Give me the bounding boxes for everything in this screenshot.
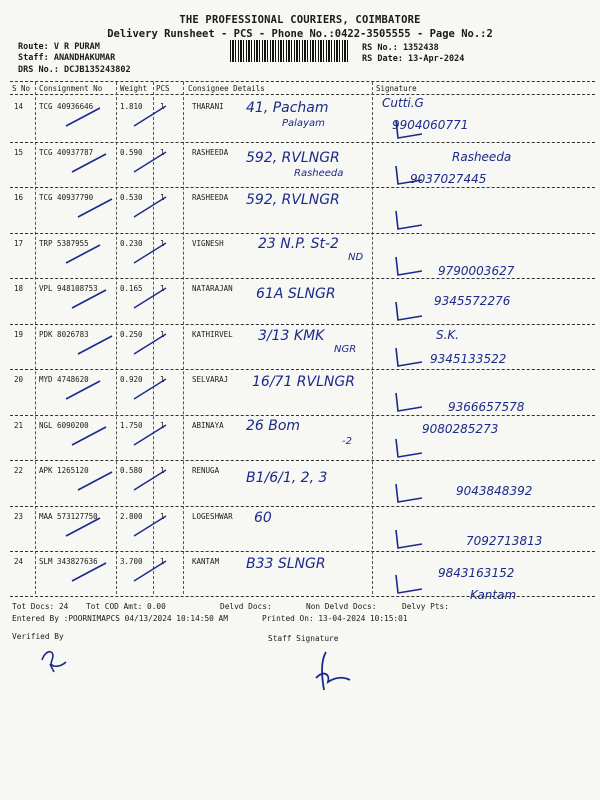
- check-tick-icon: [64, 106, 104, 130]
- handwritten-signature: Kantam: [470, 588, 517, 602]
- check-tick-icon: [132, 104, 172, 128]
- rs-number: RS No.: 1352438: [362, 43, 439, 53]
- handwritten-address: B1/6/1, 2, 3: [246, 470, 328, 486]
- cell-pcs: 1: [160, 284, 165, 293]
- check-tick-icon: [132, 420, 172, 447]
- col-header-weight: Weight: [120, 84, 148, 93]
- staff-signature-label: Staff Signature: [268, 634, 339, 643]
- cell-pcs: 1: [160, 511, 165, 521]
- cell-consignment-no: VPL 948108753: [39, 284, 98, 293]
- check-tick-icon: [70, 288, 110, 312]
- handwritten-address: 61A SLNGR: [256, 286, 336, 302]
- cell-weight: 0.580: [120, 466, 143, 475]
- cell-weight: 0.920: [120, 375, 143, 384]
- delivery-points: Delvy Pts:: [402, 602, 449, 611]
- handwritten-address: 23 N.P. St-2: [258, 236, 339, 252]
- col-header-pcs: PCS: [156, 84, 170, 93]
- handwritten-signature: S.K.: [436, 328, 460, 342]
- check-tick-icon: [76, 197, 116, 221]
- signature-mark-icon: [392, 253, 432, 279]
- col-header-consignee: Consignee Details: [188, 84, 265, 93]
- cell-consignment-no: TCG 40937790: [39, 193, 94, 202]
- check-tick-icon: [70, 152, 110, 176]
- handwritten-address: 60: [254, 510, 272, 526]
- handwritten-address-line2: Palayam: [282, 118, 325, 129]
- handwritten-signature: Rasheeda: [452, 150, 512, 164]
- signature-mark-icon: [392, 435, 432, 461]
- verified-by-label: Verified By: [12, 632, 64, 641]
- cell-consignment-no: TCG 40936646: [39, 102, 94, 111]
- cell-weight: 3.700: [120, 557, 143, 566]
- cell-consignee-name: THARANI: [192, 102, 224, 111]
- check-tick-icon: [132, 286, 172, 310]
- cell-weight: 0.530: [120, 193, 143, 202]
- cell-weight: 0.230: [120, 238, 143, 248]
- handwritten-address: 16/71 RVLNGR: [252, 374, 355, 390]
- signature-mark-icon: [392, 298, 432, 324]
- handwritten-address: 592, RVLNGR: [246, 192, 340, 208]
- check-tick-icon: [64, 379, 104, 403]
- cell-consignee-name: ABINAYA: [192, 420, 224, 430]
- staff-label: Staff: ANANDHAKUMAR: [18, 53, 116, 63]
- cell-weight: 1.810: [120, 102, 143, 111]
- cell-pcs: 1: [160, 147, 165, 157]
- cell-consignment-no: PDK 8026783: [39, 329, 89, 339]
- cell-consignee-name: RASHEEDA: [192, 193, 229, 202]
- cell-consignee-name: KANTAM: [192, 557, 220, 566]
- cell-consignment-no: TRP 5387955: [39, 238, 89, 248]
- cell-pcs: 1: [160, 420, 165, 430]
- handwritten-address: B33 SLNGR: [246, 556, 326, 572]
- cell-sno: 20: [14, 375, 24, 384]
- cell-consignee-name: KATHIRVEL: [192, 329, 233, 339]
- signature-mark-icon: [392, 526, 432, 552]
- signature-mark-icon: [392, 207, 432, 233]
- handwritten-address-line2: NGR: [334, 344, 357, 355]
- cell-weight: 0.590: [120, 147, 143, 157]
- handwritten-address: 41, Pacham: [246, 100, 329, 116]
- cell-consignee-name: SELVARAJ: [192, 375, 229, 384]
- cell-weight: 1.750: [120, 420, 143, 430]
- check-tick-icon: [70, 425, 110, 449]
- handwritten-phone: 7092713813: [466, 534, 543, 548]
- check-tick-icon: [76, 334, 116, 358]
- check-tick-icon: [132, 559, 172, 583]
- table-top-rule: [10, 81, 595, 82]
- staff-signature: [308, 648, 358, 696]
- cell-consignee-name: RASHEEDA: [192, 147, 229, 157]
- rs-date: RS Date: 13-Apr-2024: [362, 54, 465, 64]
- col-header-consignment: Consignment No: [39, 84, 103, 93]
- handwritten-phone: 9037027445: [410, 172, 487, 186]
- cell-consignment-no: SLM 343827636: [39, 557, 98, 566]
- signature-mark-icon: [392, 344, 432, 370]
- table-bottom-rule: [10, 596, 595, 597]
- cell-consignment-no: MYD 4748620: [39, 375, 89, 384]
- check-tick-icon: [64, 243, 104, 267]
- cell-sno: 19: [14, 329, 24, 339]
- handwritten-address-line2: Rasheeda: [294, 168, 344, 179]
- cell-sno: 14: [14, 102, 24, 111]
- cell-sno: 24: [14, 557, 24, 566]
- handwritten-phone: 9345572276: [434, 294, 511, 308]
- check-tick-icon: [132, 468, 172, 492]
- entered-by: Entered By :POORNIMAPCS 04/13/2024 10:14:50 AM: [12, 614, 228, 623]
- check-tick-icon: [64, 516, 104, 540]
- cell-pcs: 1: [160, 238, 165, 248]
- handwritten-phone: 9843163152: [438, 566, 515, 580]
- cell-consignee-name: RENUGA: [192, 466, 220, 475]
- handwritten-address-line2: -2: [342, 436, 352, 447]
- check-tick-icon: [70, 561, 110, 585]
- signature-mark-icon: [392, 389, 432, 415]
- cell-consignee-name: NATARAJAN: [192, 284, 233, 293]
- cell-pcs: 1: [160, 466, 165, 475]
- cell-sno: 16: [14, 193, 24, 202]
- cell-sno: 18: [14, 284, 24, 293]
- total-docs: Tot Docs: 24: [12, 602, 69, 611]
- route-label: Route: V R PURAM: [18, 42, 100, 52]
- cell-consignee-name: VIGNESH: [192, 238, 224, 248]
- cell-sno: 22: [14, 466, 24, 475]
- check-tick-icon: [132, 195, 172, 219]
- cell-consignment-no: TCG 40937787: [39, 147, 94, 157]
- header-bottom-rule: [10, 94, 595, 95]
- verifier-signature: [36, 644, 76, 674]
- handwritten-phone: 9904060771: [392, 118, 469, 132]
- non-delivered-docs: Non Delvd Docs:: [306, 602, 377, 611]
- cell-pcs: 1: [160, 102, 165, 111]
- handwritten-address: 26 Bom: [246, 418, 301, 434]
- cell-pcs: 1: [160, 375, 165, 384]
- handwritten-phone: 9790003627: [438, 264, 515, 278]
- total-cod: Tot COD Amt: 0.00: [86, 602, 166, 611]
- handwritten-phone: 9043848392: [456, 484, 533, 498]
- cell-sno: 15: [14, 147, 24, 157]
- company-title: THE PROFESSIONAL COURIERS, COIMBATORE: [179, 14, 421, 26]
- check-tick-icon: [132, 147, 172, 174]
- handwritten-address: 592, RVLNGR: [246, 150, 340, 166]
- cell-consignee-name: LOGESHWAR: [192, 511, 233, 521]
- handwritten-phone: 9080285273: [422, 422, 499, 436]
- cell-sno: 21: [14, 420, 24, 430]
- cell-consignment-no: NGL 6090200: [39, 420, 89, 430]
- signature-mark-icon: [392, 480, 432, 506]
- handwritten-phone: 9366657578: [448, 400, 525, 414]
- check-tick-icon: [132, 238, 172, 265]
- cell-consignment-no: APK 1265120: [39, 466, 89, 475]
- cell-consignment-no: MAA 573127750: [39, 511, 98, 521]
- cell-pcs: 1: [160, 193, 165, 202]
- handwritten-signature: Cutti.G: [382, 96, 424, 110]
- check-tick-icon: [132, 377, 172, 401]
- handwritten-phone: 9345133522: [430, 352, 507, 366]
- check-tick-icon: [132, 329, 172, 356]
- col-header-signature: Signature: [376, 84, 417, 93]
- cell-weight: 2.800: [120, 511, 143, 521]
- cell-sno: 17: [14, 238, 24, 248]
- cell-pcs: 1: [160, 557, 165, 566]
- cell-pcs: 1: [160, 329, 165, 339]
- barcode: [230, 40, 350, 62]
- cell-weight: 0.165: [120, 284, 143, 293]
- cell-weight: 0.250: [120, 329, 143, 339]
- cell-sno: 23: [14, 511, 24, 521]
- check-tick-icon: [76, 470, 116, 494]
- handwritten-address: 3/13 KMK: [258, 328, 325, 344]
- check-tick-icon: [132, 511, 172, 538]
- drs-number: DRS No.: DCJB135243802: [18, 65, 131, 75]
- runsheet-subtitle: Delivery Runsheet - PCS - Phone No.:0422-3505555 - Page No.:2: [107, 28, 493, 40]
- handwritten-address-line2: ND: [348, 252, 364, 263]
- col-header-sno: S No: [12, 84, 31, 93]
- delivered-docs: Delvd Docs:: [220, 602, 272, 611]
- signature-mark-icon: [392, 571, 432, 597]
- printed-on: Printed On: 13-04-2024 10:15:01: [262, 614, 408, 623]
